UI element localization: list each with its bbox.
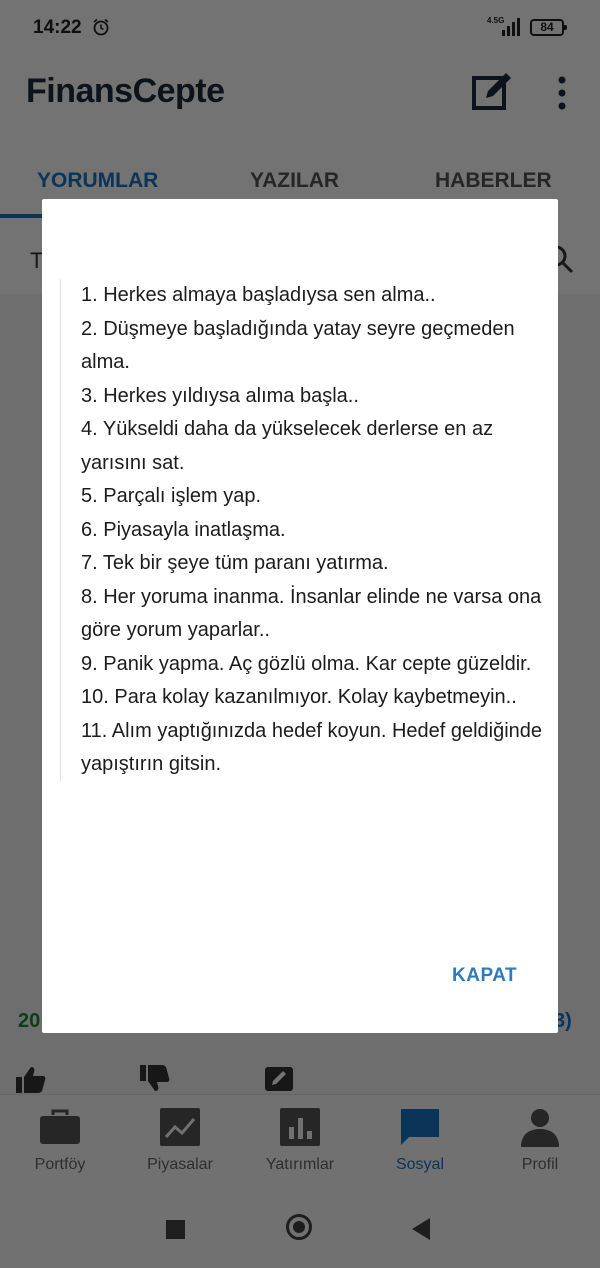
rule-item: 7. Tek bir şeye tüm paranı yatırma. — [81, 552, 389, 574]
rule-item: 8. Her yoruma inanma. İnsanlar elinde ne varsa ona göre yorum yaparlar.. — [81, 585, 542, 641]
rule-item: 3. Herkes yıldıysa alıma başla.. — [81, 384, 359, 407]
rule-item: 9. Panik yapma. Aç gözlü olma. Kar cepte güzeldir. — [81, 652, 532, 675]
rule-item: 6. Piyasayla inatlaşma. — [81, 518, 286, 541]
rule-item: 4. Yükseldi daha da yükselecek derlerse en az yarısını sat. — [81, 418, 494, 474]
rule-item: 1. Herkes almaya başladıysa sen alma.. — [81, 284, 436, 306]
rule-item: 10. Para kolay kazanılmıyor. Kolay kaybetmeyin.. — [81, 686, 517, 708]
close-button[interactable]: KAPAT — [452, 965, 518, 986]
rule-item: 5. Parçalı işlem yap. — [81, 485, 262, 507]
rule-item: 11. Alım yaptığınızda hedef koyun. Hedef geldiğinde yapıştırın gitsin. — [81, 719, 543, 775]
rules-list — [60, 279, 551, 782]
rules-dialog — [42, 199, 558, 1033]
rule-item: 2. Düşmeye başladığında yatay seyre geçmeden alma. — [81, 317, 515, 373]
